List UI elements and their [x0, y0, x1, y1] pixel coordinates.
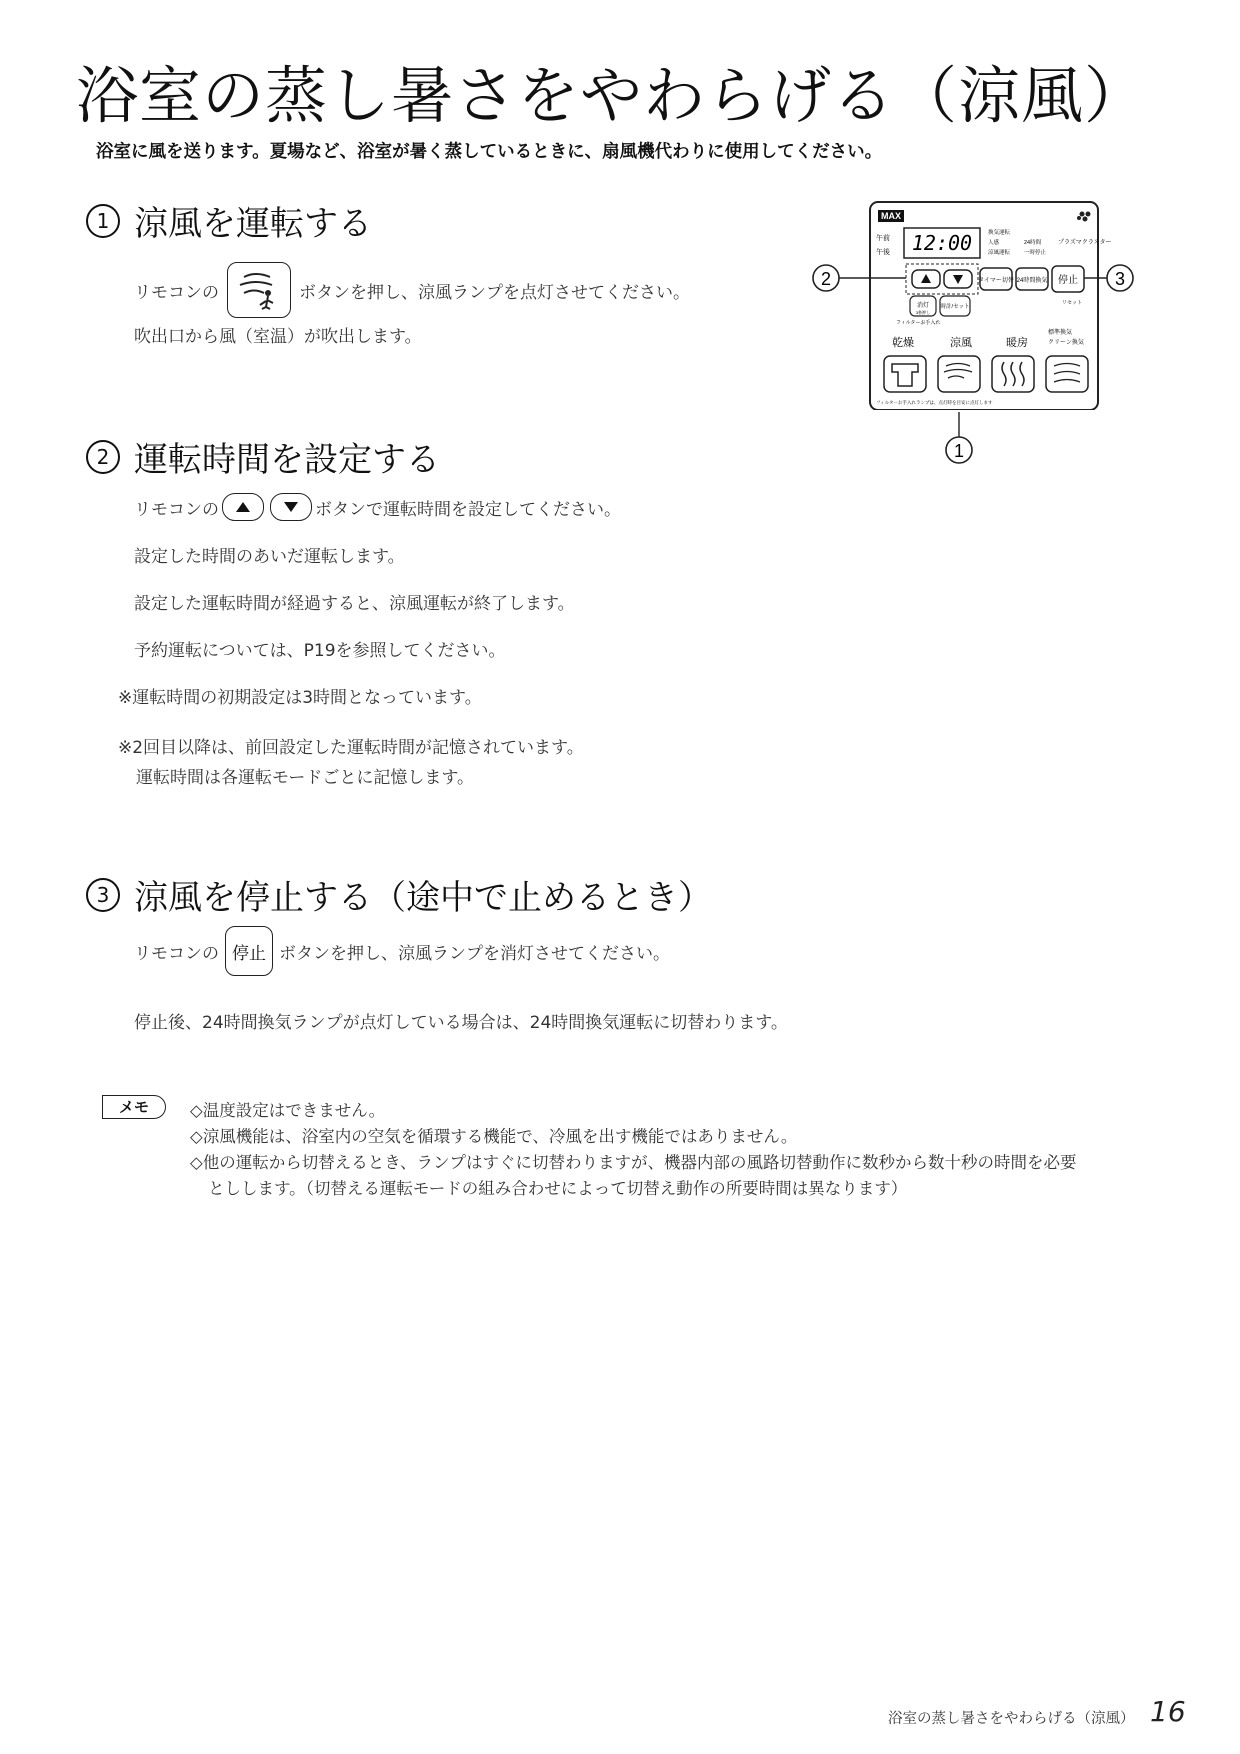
brand-logo-text: MAX	[881, 211, 901, 221]
up-button-illustration	[222, 493, 264, 521]
mode-dry-label: 乾燥	[892, 337, 914, 349]
mode-clean-label: クリーン換気	[1048, 340, 1084, 346]
section1-number: 1	[86, 204, 120, 238]
memo-line1: ◇温度設定はできません。	[190, 1101, 386, 1120]
section2-number: 2	[86, 440, 120, 474]
page-number: 16	[1150, 1695, 1186, 1728]
indicator-sensor: 人感	[988, 240, 1000, 246]
section3-line1-pre: リモコンの	[134, 943, 219, 964]
section2-heading	[86, 432, 440, 481]
memo-line3: ◇他の運転から切替えるとき、ランプはすぐに切替わりますが、機器内部の風路切替動作に数秒から数十秒の時間を必要	[190, 1153, 1077, 1172]
section3-line1-post: ボタンを押し、涼風ランプを消灯させてください。	[279, 943, 670, 964]
plasma-label: プラズマクラスター	[1058, 240, 1112, 246]
section2-note2b: 運転時間は各運転モードごとに記憶します。	[136, 768, 474, 788]
section3-heading	[86, 870, 712, 919]
memo-line2: ◇涼風機能は、浴室内の空気を循環する機能で、冷風を出す機能ではありません。	[190, 1127, 798, 1146]
remote-callouts	[800, 250, 1150, 465]
remote-filter-label: フィルターお手入れ	[896, 320, 941, 326]
section2-note2a: ※2回目以降は、前回設定した運転時間が記憶されています。	[118, 738, 584, 758]
stop-button-illustration: 停止	[225, 926, 273, 976]
remote-bottom-note: フィルターお手入れランプは、点灯時を目安に点灯します	[876, 400, 993, 405]
section2-line4: 予約運転については、P19を参照してください。	[134, 641, 506, 661]
section2-title: 運転時間を設定する	[134, 440, 440, 480]
page-title: 浴室の蒸し暑さをやわらげる（涼風）	[76, 59, 1148, 132]
cool-breeze-button-illustration	[227, 262, 291, 318]
section2-line3: 設定した運転時間が経過すると、涼風運転が終了します。	[134, 594, 575, 614]
lcd-time: 12:00	[911, 231, 973, 255]
memo-tag: メモ	[102, 1095, 166, 1119]
section1-line1-pre: リモコンの	[134, 282, 219, 303]
mode-warm-label: 暖房	[1006, 337, 1028, 349]
mode-standard-label: 標準換気	[1048, 330, 1073, 336]
section1-line1	[134, 262, 690, 318]
section2-line1-post: ボタンで運転時間を設定してください。	[315, 499, 621, 520]
remote-clock-label: 時計/セット	[940, 304, 970, 310]
indicator-vent: 換気運転	[988, 230, 1011, 236]
section1-line2: 吹出口から風（室温）が吹出します。	[134, 327, 422, 347]
section3-line2: 停止後、24時間換気ランプが点灯している場合は、24時間換気運転に切替わります。	[134, 1013, 788, 1033]
remote-timer-label: タイマー切替	[978, 278, 1014, 284]
remote-reset-label: リセット	[1062, 300, 1082, 306]
section2-line2: 設定した時間のあいだ運転します。	[134, 547, 405, 567]
remote-light-sub: 3秒押し	[915, 310, 931, 315]
section1-heading	[86, 196, 372, 245]
triangle-up-icon	[236, 502, 250, 512]
triangle-down-icon	[284, 502, 298, 512]
section2-note1: ※運転時間の初期設定は3時間となっています。	[118, 688, 482, 708]
mode-cool-label: 涼風	[950, 337, 972, 349]
memo-line4: としします。（切替える運転モードの組み合わせによって切替え動作の所要時間は異なります）	[208, 1179, 908, 1198]
remote-24h-label: 24時間換気	[1016, 278, 1048, 284]
section3-title: 涼風を停止する（途中で止めるとき）	[134, 878, 712, 918]
section2-line1-pre: リモコンの	[134, 499, 219, 520]
indicator-24h: 24時間	[1024, 240, 1042, 246]
callout-1: 1	[953, 441, 965, 461]
pm-label: 午後	[876, 249, 890, 256]
indicator-cool: 涼風運転	[988, 250, 1011, 256]
down-button-illustration	[270, 493, 312, 521]
section3-number: 3	[86, 878, 120, 912]
cool-breeze-icon	[236, 269, 282, 311]
am-label: 午前	[876, 235, 890, 242]
page-intro: 浴室に風を送ります。夏場など、浴室が暑く蒸しているときに、扇風機代わりに使用してください。	[96, 142, 883, 162]
callout-3: 3	[1114, 269, 1126, 289]
remote-stop-label: 停止	[1058, 275, 1078, 286]
section3-line1	[134, 926, 670, 976]
section2-line1	[134, 493, 621, 521]
remote-light-label: 消灯	[916, 303, 930, 309]
footer-title: 浴室の蒸し暑さをやわらげる（涼風）	[888, 1711, 1135, 1727]
callout-2: 2	[820, 269, 832, 289]
section1-line1-post: ボタンを押し、涼風ランプを点灯させてください。	[299, 282, 690, 303]
indicator-pause: 一時停止	[1024, 250, 1047, 256]
section1-title: 涼風を運転する	[134, 204, 372, 244]
